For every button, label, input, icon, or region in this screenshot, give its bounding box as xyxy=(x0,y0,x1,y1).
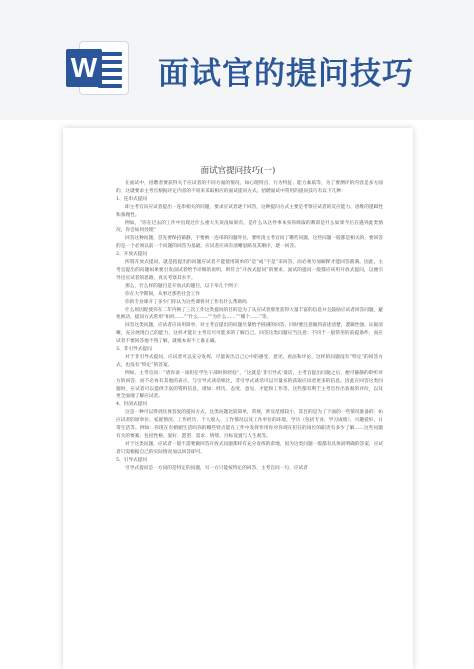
section-heading: 3、非引导式提问 xyxy=(116,347,152,353)
word-document-icon xyxy=(66,42,128,94)
paragraph: 回答这类问题，应试者应该用简单、对主考官提出的问题尽量给予圆满的回答，同时要注意做到表述清楚，逻辑性强，证据清晰，充分展现自己的能力，这样才能让主考官尽可能多的了解自己，回答这类问题应当注意：不同于一般常用的前提条件，而应试者不要回答他不熟了解，就根本说不上谁正确。 xyxy=(116,323,383,345)
paragraph: 你在大学期间，从事过那些社会工作 xyxy=(125,291,201,297)
paragraph: 对于这类问题，应试者一般不需要做回答开放式问题那样有充分发挥的余地，因为这类问题一般都有具体而明确的答案，应试者只需根据自己的实际情况加以回答即可。 xyxy=(116,441,383,455)
paragraph: 例如，“你在过去的工作中出现过什么重大失误没如果有，是什么从这件事本身你吸取的教训是什么如果今后在遇到此类情况，你会如何处理” xyxy=(116,220,383,234)
section-heading: 2、开放式提问 xyxy=(116,252,148,258)
section-heading: 1、连串式提问 xyxy=(116,196,148,202)
paragraph: 即主考官向应试者提出一连串相关的问题，要求应试者逐个回答，这种提问方式主要是考察应试者的反应能力、思维的逻辑性和条理性。 xyxy=(116,204,383,218)
paragraph: 这是一种可以得到具体答复的提问方式，这类问题比较简单，常规，涉及范围较小，其目的是为了下面的一些情况准备的：如应试者的原单位、家庭情况、工作经历、个人收入、工作情况以及工作单位的环境、学历（包括专业、学习成绩）、兴趣爱好、日常生活等。例如：你现在有婚姻生活吗你的哪些特点能在工作中发挥作用你对你现在担任的岗位的职责有多少了解……这些问题有关的要素：包括性格、爱好、愿望、需求、情绪、目标设置与人生观等。 xyxy=(116,410,383,439)
header-banner xyxy=(0,0,474,120)
paragraph: 例如，主考官问：“请你谈一谈担任学生干部时的经验”、“这就是‘非引导式’谈话，主考官提出问题之后，便可静静的聆听对方的回答，而不必再有其他的表示，与引导式谈话相比，非引导式谈话可以尽量多的获取应试者更多的信息。因此在回答这类问题时，应试者可以提供丰富的资料信息，诸如：经历、态度、意见、才能和工作等，这些都有利于主考官作出客观的评价，以及更全面地了解应试者。 xyxy=(116,370,383,400)
paragraph: 那么，什么样的题目是开放式的题目，以下举几个例子： xyxy=(125,283,243,289)
section-heading: 5、引导式提问 xyxy=(116,457,148,463)
paragraph: 什么原因促使你在二年内换了三次工作这类提问的目的是为了从应试者那里获得大量丰富的信息并且鼓励应试者回答问题，避免被动，提问方式常用“如何……”“什么……”“为什么……”“哪个……”等。 xyxy=(116,307,383,321)
document-body xyxy=(116,180,383,473)
paragraph: 回答这种问题，首先要保持镇静，不要被一连串的问题吓住，要听清主考官问了哪些问题，这些问题一般都是相关的，要回答的是一个必须以前一个问题的回答为基础，应试者应该有清晰思路及其顺序，逐一回答。 xyxy=(116,236,383,250)
paragraph: 对于非引导式提问，应试者可以充分发挥，尽量说出自己心中的感受、意见、看法和评论，这样的问题没有“特定”的回答方式，也没有“特定”的答案。 xyxy=(116,354,383,368)
banner-title: 面试官的提问技巧 xyxy=(158,56,414,92)
paragraph: 所谓开放式提问，就是指提出的问题应试者不能使用简单的“是”或“不是”来回答，而必须另加解释才能回答圆满。因此，主考官提出的问题如果要引发面试者给予详细的说明，则符合“开放式提问”的要求，面试的提问一般都应该用开放式提问，以便引导出应试者的思路，真实考察其水平。 xyxy=(116,260,383,281)
paragraph: 你的专业课开了多少门你认为这些课将对工作有什么帮助吗 xyxy=(125,299,247,305)
paragraph: 在面试中，招聘者要获得关于应试者的不同方面的情况，如心理特点、行为特征、能力素质等，为了要测评的内容是多方面的，这就要求主考官根据评定内容的不同来采取相应的面试提问方式。招聘面试中常用的提问技巧有以下几种： xyxy=(116,181,383,194)
document-title: 面试官提问技巧(一) xyxy=(200,166,276,176)
word-logo-letter: W xyxy=(66,49,102,87)
section-heading: 4、封闭式提问 xyxy=(116,402,148,408)
document-preview xyxy=(63,128,413,669)
paragraph: 引导式提问是一方问的是特定的问题，另一方只能按特定的回答，主考官问一句，应试者 xyxy=(125,465,308,471)
